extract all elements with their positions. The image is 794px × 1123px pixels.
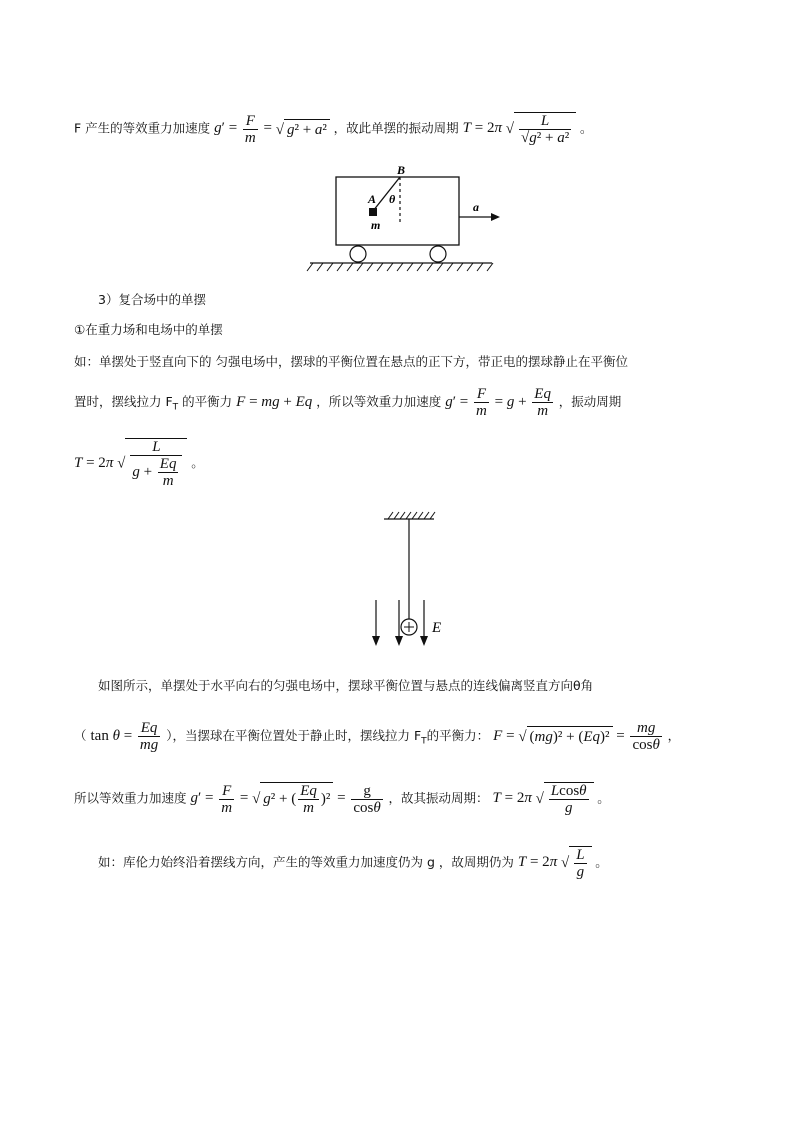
para1-line2 (74, 386, 621, 419)
figure-cart-pendulum (305, 165, 505, 279)
para2-line3 (74, 782, 610, 816)
section-heading: 3）复合场中的单摆 (98, 292, 206, 307)
para1-line2-b: 的平衡力 (182, 393, 233, 409)
label-E: E (432, 620, 442, 636)
para1-line1: 如：单摆处于竖直向下的 匀强电场中，摆球的平衡位置在悬点的正下方，带正电的摆球静止在平衡位 (74, 354, 628, 369)
label-m: m (371, 218, 381, 232)
line1-text-mid: ，故此单摆的振动周期 (333, 120, 459, 136)
formula-F-mg-Eq: F = mg + Eq (236, 393, 313, 410)
para1-line2-c: ，所以等效重力加速度 (316, 393, 442, 409)
para2-line3-end: 。 (597, 790, 610, 806)
formula-g-prime-E: g′ = $\frac{F}{m}$ = g + $\frac{Eq}{m}$ (445, 386, 551, 419)
para1-line2-sub: T (172, 402, 179, 413)
para2-line2 (74, 720, 680, 753)
para2-line2-sub: T (421, 736, 427, 747)
line1-text-before: F 产生的等效重力加速度 (74, 120, 211, 136)
formula-period-T: T = 2π √ $\frac{L}{\text{√g² + a²}}$ (463, 120, 580, 136)
para2-line2-b: ），当摆球在平衡位置处于静止时，摆线拉力 F (166, 727, 422, 743)
label-A: A (368, 192, 377, 206)
label-theta: θ (389, 192, 396, 206)
formula-tan-theta: tan θ = $\frac{Eq}{mg}$ (90, 720, 159, 753)
para2-line3-b: ，故其振动周期： (388, 790, 489, 806)
para2-line3-a: 所以等效重力加速度 (74, 790, 187, 806)
para1-line2-d: ，振动周期 (558, 393, 622, 409)
label-B: B (397, 165, 406, 177)
para1-line3 (74, 438, 204, 489)
label-a: a (473, 200, 479, 214)
formula-g-prime: g′ = $\frac{F}{m}$ = √ g² + a² (214, 120, 334, 136)
formula-F-resultant: F = √ (mg)² + (Eq)² = $\frac{mg}{\cos\theta}$ (493, 720, 660, 753)
para1-line2-a: 置时，摆线拉力 F (74, 393, 173, 409)
line-equivalent-gravity (74, 112, 592, 146)
line1-text-end: 。 (579, 120, 593, 136)
para2-line1: 如图所示，单摆处于水平向右的匀强电场中，摆球平衡位置与悬点的连线偏离竖直方向θ角 (98, 678, 594, 693)
section-subheading: ①在重力场和电场中的单摆 (74, 322, 223, 337)
para2-line2-end: ， (667, 727, 681, 743)
para3-line (98, 846, 608, 880)
formula-period-horizontal: T = 2π √ $\frac{Lcos\theta}{g}$ (493, 790, 598, 806)
figure-pendulum-field (360, 508, 460, 662)
formula-g-prime-horizontal: g′ = $\frac{F}{m}$ = √ g² + ( $\frac{Eq}{m}$ )² = $\frac{g}{\cos\theta}$ (190, 782, 381, 816)
para2-line2-c: 的平衡力： (426, 727, 490, 743)
para3-text-a: 如：库伦力始终沿着摆线方向，产生的等效重力加速度仍为 g ，故周期仍为 (98, 854, 514, 870)
para2-line2-a: （ (74, 727, 87, 743)
formula-period-simple: T = 2π √ $\frac{L}{g}$ (518, 854, 595, 870)
para1-line3-end: 。 (191, 454, 204, 470)
para3-text-end: 。 (595, 854, 608, 870)
formula-period-E: T = 2π √ L g + $\frac{Eq}{m}$ (74, 455, 191, 471)
